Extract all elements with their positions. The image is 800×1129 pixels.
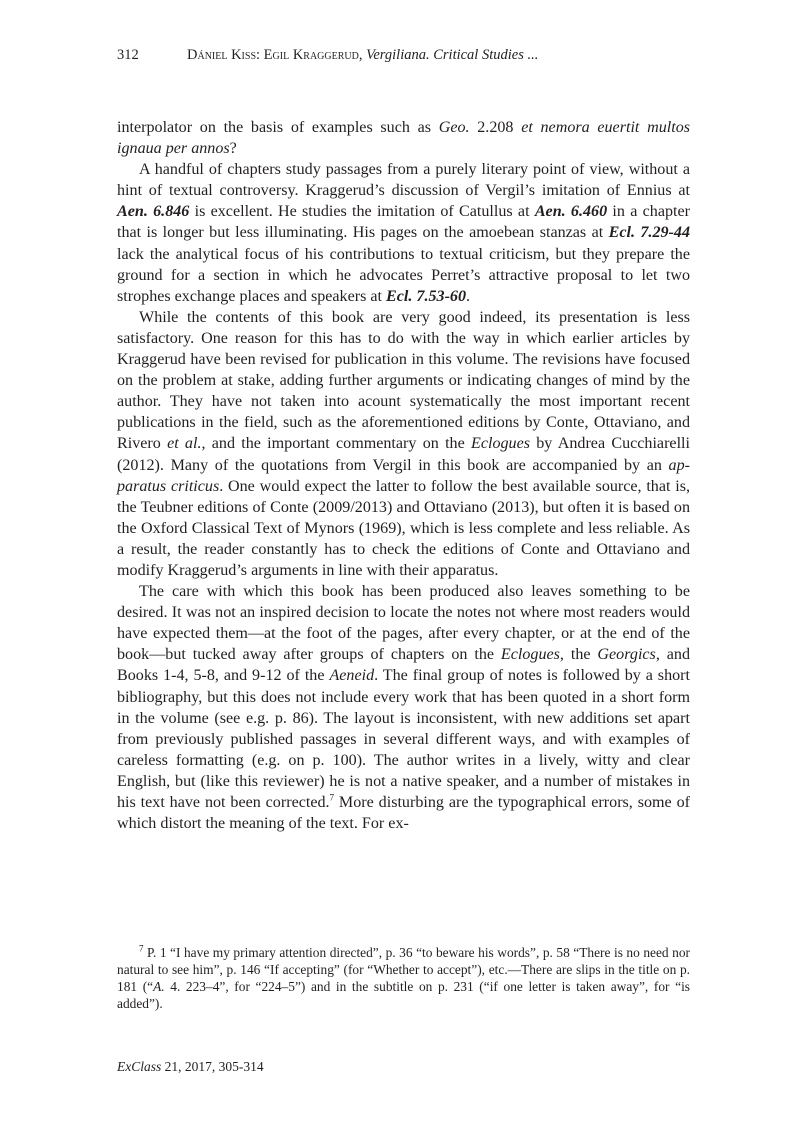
paragraph-1: interpolator on the basis of examples such as Geo. 2.208 et nemora euertit multos ignaua per annos? xyxy=(117,119,691,158)
paragraph-3: While the contents of this book are very good indeed, its presentation is less satisfactory. One reason for this has to do with the way in which earlier articles by Kraggerud have been revised for publication in this volume. The revisions have focused on the problem at stake, adding further arguments or indicating changes of mind by the author. They have not taken into acount systematically the most important recent publications in the field, such as the aforementioned editions by Conte, Ottaviano, and Rivero et al., and the important commentary on the Eclogues by Andrea Cucchiarelli (2012). Many of the quotations from Vergil in this book are accompanied by an apparatus criticus. One would expect the latter to follow the best available source, that is, the Teubner editions of Conte (2009/2013) and Ottaviano (2013), but often it is based on the Oxford Classical Text of Mynors (1969), which is less complete and less reliable. As a result, the reader constantly has to check the editions of Conte and Ottaviano and modify Kraggerud’s arguments in line with their apparatus. xyxy=(117,308,690,579)
journal-citation: 21, 2017, 305-314 xyxy=(161,1059,264,1074)
citation-aen-6-846: Aen. 6.846 xyxy=(117,203,190,221)
review-author: Dániel Kiss xyxy=(187,47,257,63)
journal-footer xyxy=(117,1059,264,1075)
body-text xyxy=(117,117,690,834)
page-number: 312 xyxy=(117,47,139,63)
footnote-reference[interactable]: 7 xyxy=(329,792,335,803)
citation-ecl-7-29: Ecl. 7.29-44 xyxy=(608,224,690,242)
citation-aen-6-460: Aen. 6.460 xyxy=(534,203,608,221)
citation-ecl-7-53: Ecl. 7.53-60 xyxy=(386,287,467,305)
running-title: Dániel Kiss: Egil Kraggerud, Vergiliana. Critical Studies ... xyxy=(187,47,539,63)
footnote-7: $^7$ P. 1 “I have my primary attention directed”, p. 36 “to beware his words”, p. 58 “There is no need nor natural to see him”, p. 146 “If accepting” (for “Whether to accept”), etc.—There are slips in the title on p. 181 (“A. 4. 223–4”, for “224–5”) and in the subtitle on p. 231 (“if one letter is taken away”, for “is added”). xyxy=(117,943,690,1011)
journal-name: ExClass xyxy=(117,1059,162,1074)
reviewed-author: Egil Kraggerud xyxy=(263,47,359,63)
book-title: Vergiliana. Critical Studies ... xyxy=(366,47,539,63)
paragraph-4: The care with which this book has been produced also leaves something to be desired. It was not an inspired decision to locate the notes not where most readers would have expected them—at the foot of the pages, after every chapter, or at the end of the book—but tucked away after groups of chapters on the Eclogues, the Georgics, and Books 1-4, 5-8, and 9-12 of the Aeneid. The final group of notes is followed by a short bibliography, but this does not include every work that has been quoted in a short form in the volume (see e.g. p. 86). The layout is inconsistent, with new additions set apart from previously published passages in several different ways, and with examples of careless formatting (e.g. on p. 100). The author writes in a lively, witty and clear English, but (like this reviewer) he is not a native speaker, and a number of mistakes in his text have not been corrected.$^7$ More disturbing are the typographical errors, some of which distort the meaning of the text. For ex- xyxy=(117,583,690,833)
footnote-number: 7 xyxy=(139,943,144,954)
paragraph-2: A handful of chapters study passages from a purely literary point of view, without a hint of textual controversy. Kraggerud’s discussion of Vergil’s imitation of Ennius at Aen. 6.846 is excellent. He studies the imitation of Catullus at Aen. 6.460 in a chapter that is longer but less illuminating. His pages on the amoebean stanzas at Ecl. 7.29-44 lack the analytical focus of his contributions to textual criticism, but they prepare the ground for a section in which he advocates Perret’s attractive proposal to let two strophes exchange places and speakers at Ecl. 7.53-60. xyxy=(117,161,690,305)
